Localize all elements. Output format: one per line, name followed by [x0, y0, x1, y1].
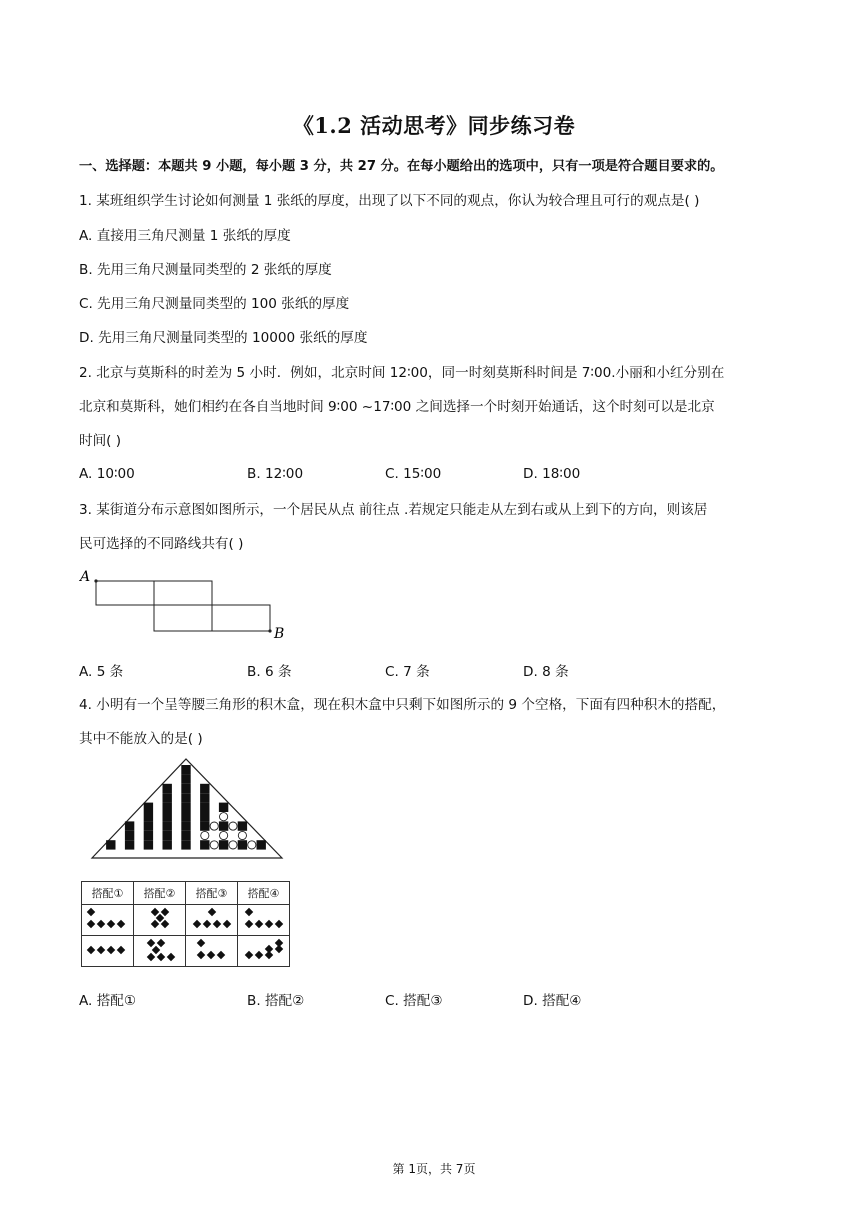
filled-block: [106, 840, 115, 849]
question-2-option-d: D. 18∶00: [523, 466, 581, 482]
filled-block: [200, 803, 209, 812]
filled-block: [181, 774, 190, 783]
point-b-label: B: [274, 626, 285, 642]
combo-4-piece-2: [238, 936, 290, 967]
filled-block: [163, 840, 172, 849]
question-2-line-1: 2. 北京与莫斯科的时差为 5 小时．例如，北京时间 12∶00，同一时刻莫斯科时间是 7∶00.小丽和小红分别在: [79, 365, 725, 381]
filled-block: [181, 821, 190, 830]
empty-slot: [220, 813, 228, 821]
question-4-options: [79, 989, 779, 1007]
empty-slot: [229, 822, 237, 830]
question-4-line-1: 4. 小明有一个呈等腰三角形的积木盒，现在积木盒中只剩下如图所示的 9 个空格，下面有四种积木的搭配，: [79, 697, 726, 713]
question-2-option-c: C. 15∶00: [385, 466, 442, 482]
question-4-option-a: A. 搭配①: [79, 993, 137, 1009]
question-3-option-c: C. 7 条: [385, 664, 430, 680]
filled-block: [125, 840, 134, 849]
question-1-option-d: D. 先用三角尺测量同类型的 10000 张纸的厚度: [79, 330, 368, 346]
table-header-4: 搭配④: [238, 882, 290, 905]
table-header-1: 搭配①: [82, 882, 134, 905]
filled-block: [200, 812, 209, 821]
filled-block: [163, 831, 172, 840]
filled-block: [125, 831, 134, 840]
filled-block: [219, 840, 228, 849]
empty-slot: [220, 831, 228, 839]
combo-3-piece-1: [186, 905, 238, 936]
filled-block: [200, 840, 209, 849]
filled-block: [200, 793, 209, 802]
question-2-option-b: B. 12∶00: [247, 466, 304, 482]
filled-block: [144, 831, 153, 840]
question-2-options: [79, 466, 779, 484]
filled-block: [125, 821, 134, 830]
question-4-option-c: C. 搭配③: [385, 993, 443, 1009]
section-heading: 一、选择题：本题共 9 小题，每小题 3 分，共 27 分。在每小题给出的选项中，只有一项是符合题目要求的。: [79, 159, 724, 174]
filled-block: [181, 840, 190, 849]
empty-slot: [210, 841, 218, 849]
question-1-option-a: A. 直接用三角尺测量 1 张纸的厚度: [79, 228, 291, 244]
filled-block: [144, 812, 153, 821]
combo-2-piece-1: [134, 905, 186, 936]
block-combination-table: [81, 881, 290, 967]
question-4-option-d: D. 搭配④: [523, 993, 582, 1009]
page-title: 《1.2 活动思考》同步练习卷: [292, 113, 576, 138]
empty-slot: [201, 831, 209, 839]
empty-slot: [210, 822, 218, 830]
street-grid-figure: [78, 565, 298, 645]
combo-1-piece-2: [82, 936, 134, 967]
question-3-line-1: 3. 某街道分布示意图如图所示，一个居民从点 前往点 .若规定只能走从左到右或从上到下的方向，则该居: [79, 502, 708, 518]
combo-1-piece-1: [82, 905, 134, 936]
filled-block: [144, 821, 153, 830]
filled-block: [219, 803, 228, 812]
combo-2-piece-2: [134, 936, 186, 967]
question-3-option-b: B. 6 条: [247, 664, 292, 680]
question-1-stem: 1. 某班组织学生讨论如何测量 1 张纸的厚度，出现了以下不同的观点，你认为较合理且可行的观点是( ): [79, 193, 700, 209]
filled-block: [181, 803, 190, 812]
filled-block: [144, 840, 153, 849]
filled-block: [163, 803, 172, 812]
filled-block: [181, 765, 190, 774]
filled-block: [163, 821, 172, 830]
filled-block: [200, 821, 209, 830]
filled-block: [163, 784, 172, 793]
question-2-option-a: A. 10∶00: [79, 466, 135, 482]
filled-block: [181, 793, 190, 802]
question-3-line-2: 民可选择的不同路线共有( ): [79, 536, 244, 552]
filled-block: [257, 840, 266, 849]
empty-slot: [248, 841, 256, 849]
empty-slot: [229, 841, 237, 849]
filled-block: [163, 812, 172, 821]
question-1-option-c: C. 先用三角尺测量同类型的 100 张纸的厚度: [79, 296, 350, 312]
filled-block: [181, 831, 190, 840]
triangle-block-box-figure: [88, 755, 288, 861]
question-4-option-b: B. 搭配②: [247, 993, 305, 1009]
point-a-label: A: [80, 569, 91, 585]
filled-block: [200, 784, 209, 793]
filled-block: [238, 840, 247, 849]
question-4-line-2: 其中不能放入的是( ): [79, 731, 203, 747]
question-3-option-a: A. 5 条: [79, 664, 124, 680]
question-3-option-d: D. 8 条: [523, 664, 569, 680]
question-2-line-2: 北京和莫斯科，她们相约在各自当地时间 9∶00 ~17∶00 之间选择一个时刻开始通话，这个时刻可以是北京: [79, 399, 715, 415]
empty-slot: [238, 831, 246, 839]
combo-3-piece-2: [186, 936, 238, 967]
table-header-2: 搭配②: [134, 882, 186, 905]
question-2-line-3: 时间( ): [79, 433, 122, 449]
filled-block: [181, 812, 190, 821]
combo-4-piece-1: [238, 905, 290, 936]
question-1-option-b: B. 先用三角尺测量同类型的 2 张纸的厚度: [79, 262, 332, 278]
filled-block: [238, 821, 247, 830]
filled-block: [163, 793, 172, 802]
filled-block: [144, 803, 153, 812]
table-header-3: 搭配③: [186, 882, 238, 905]
filled-block: [181, 784, 190, 793]
filled-block: [219, 821, 228, 830]
page-footer: 第 1页，共 7页: [392, 1162, 476, 1176]
question-3-options: [79, 660, 779, 678]
